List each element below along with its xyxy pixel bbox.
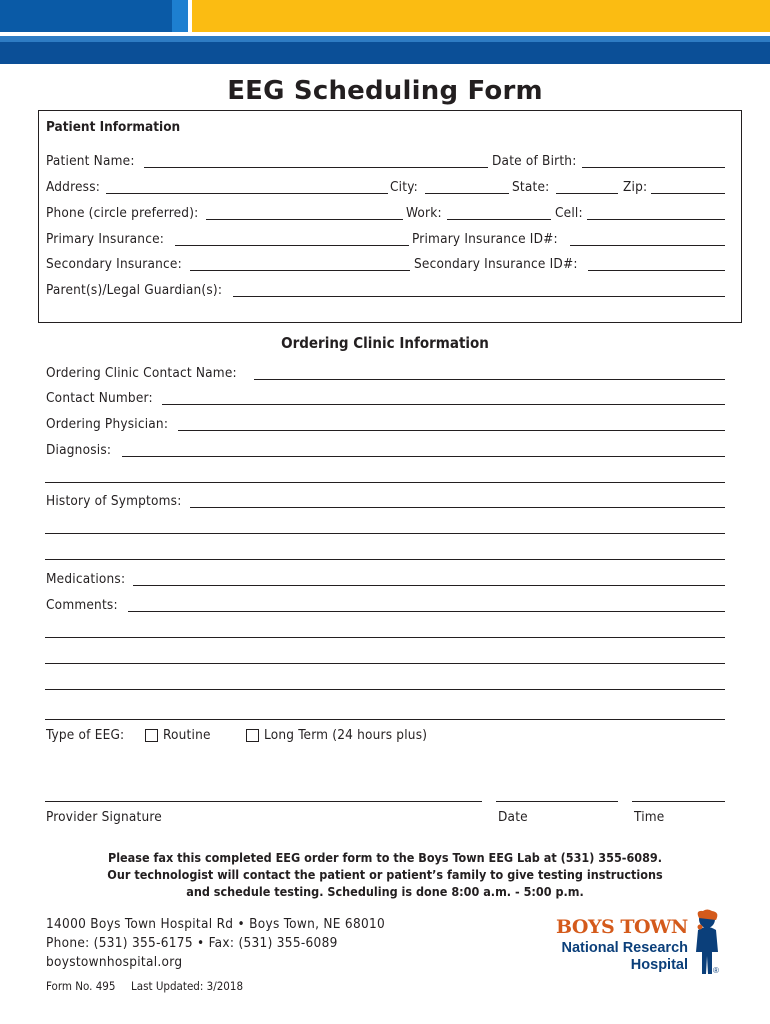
phone-field[interactable] [206, 219, 403, 220]
form-number: Form No. 495 [46, 979, 116, 993]
footer-phone-fax: Phone: (531) 355-6175 • Fax: (531) 355-6089 [46, 935, 338, 951]
comments-field[interactable] [128, 611, 725, 612]
provider-signature-field[interactable] [45, 801, 482, 802]
signature-time-label: Time [634, 809, 665, 825]
signature-date-label: Date [498, 809, 528, 825]
city-label: City: [390, 179, 418, 195]
guardian-field[interactable] [233, 296, 725, 297]
logo-line-hospital: Hospital [630, 957, 688, 973]
header-bar-blue [0, 0, 172, 32]
header-bar-yellow [192, 0, 770, 32]
comments-field-line-5[interactable] [45, 719, 725, 720]
logo-boys-town: BOYS TOWN [556, 916, 688, 938]
secondary-insurance-field[interactable] [190, 270, 410, 271]
routine-checkbox[interactable] [145, 729, 158, 742]
secondary-insurance-id-label: Secondary Insurance ID#: [414, 256, 578, 272]
zip-field[interactable] [651, 193, 725, 194]
logo-hospital-name [560, 940, 688, 974]
comments-field-line-4[interactable] [45, 689, 725, 690]
address-label: Address: [46, 179, 101, 195]
phone-label: Phone (circle preferred): [46, 205, 199, 221]
work-phone-field[interactable] [447, 219, 551, 220]
contact-instruction: Our technologist will contact the patient or patient’s family to give testing instructions [107, 867, 663, 882]
dob-label: Date of Birth: [492, 153, 577, 169]
signature-date-field[interactable] [496, 801, 618, 802]
primary-insurance-label: Primary Insurance: [46, 231, 165, 247]
primary-insurance-field[interactable] [175, 245, 409, 246]
secondary-insurance-label: Secondary Insurance: [46, 256, 182, 272]
footer-address: 14000 Boys Town Hospital Rd • Boys Town, NE 68010 [46, 916, 386, 932]
patient-name-label: Patient Name: [46, 153, 135, 169]
form-title: EEG Scheduling Form [227, 76, 543, 106]
work-label: Work: [406, 205, 442, 221]
state-field[interactable] [556, 193, 618, 194]
logo-line-national-research: National Research [561, 940, 688, 956]
contact-number-label: Contact Number: [46, 390, 153, 406]
state-label: State: [512, 179, 550, 195]
long-term-checkbox[interactable] [246, 729, 259, 742]
ordering-physician-label: Ordering Physician: [46, 416, 169, 432]
clinic-contact-name-label: Ordering Clinic Contact Name: [46, 365, 237, 381]
signature-time-field[interactable] [632, 801, 725, 802]
medications-label: Medications: [46, 571, 126, 587]
header-band-highlight [0, 36, 770, 42]
header-bar-accent [172, 0, 188, 32]
primary-insurance-id-label: Primary Insurance ID#: [412, 231, 558, 247]
ordering-physician-field[interactable] [178, 430, 725, 431]
history-field-line-2[interactable] [45, 533, 725, 534]
diagnosis-label: Diagnosis: [46, 442, 112, 458]
fax-instruction: Please fax this completed EEG order form to the Boys Town EEG Lab at (531) 355-6089. [107, 850, 663, 865]
guardian-label: Parent(s)/Legal Guardian(s): [46, 282, 223, 298]
dob-field[interactable] [582, 167, 725, 168]
history-field[interactable] [190, 507, 725, 508]
routine-label: Routine [163, 727, 211, 743]
cell-phone-field[interactable] [587, 219, 725, 220]
city-field[interactable] [425, 193, 509, 194]
zip-label: Zip: [623, 179, 648, 195]
medications-field[interactable] [133, 585, 725, 586]
last-updated: Last Updated: 3/2018 [131, 979, 244, 993]
patient-section-heading: Patient Information [46, 119, 181, 135]
comments-field-line-2[interactable] [45, 637, 725, 638]
scheduling-hours: and schedule testing. Scheduling is done 8:00 a.m. - 5:00 p.m. [186, 884, 584, 899]
registered-mark: ® [713, 966, 719, 975]
secondary-insurance-id-field[interactable] [588, 270, 725, 271]
cell-label: Cell: [555, 205, 583, 221]
diagnosis-field-line-2[interactable] [45, 482, 725, 483]
eeg-type-label: Type of EEG: [46, 727, 125, 743]
patient-name-field[interactable] [144, 167, 488, 168]
provider-signature-label: Provider Signature [46, 809, 162, 825]
contact-number-field[interactable] [162, 404, 725, 405]
history-field-line-3[interactable] [45, 559, 725, 560]
address-field[interactable] [106, 193, 388, 194]
diagnosis-field[interactable] [122, 456, 725, 457]
clinic-contact-name-field[interactable] [254, 379, 725, 380]
clinic-section-heading: Ordering Clinic Information [281, 334, 489, 352]
history-label: History of Symptoms: [46, 493, 182, 509]
comments-field-line-3[interactable] [45, 663, 725, 664]
footer-website[interactable]: boystownhospital.org [46, 954, 183, 970]
long-term-label: Long Term (24 hours plus) [264, 727, 428, 743]
comments-label: Comments: [46, 597, 118, 613]
primary-insurance-id-field[interactable] [570, 245, 725, 246]
